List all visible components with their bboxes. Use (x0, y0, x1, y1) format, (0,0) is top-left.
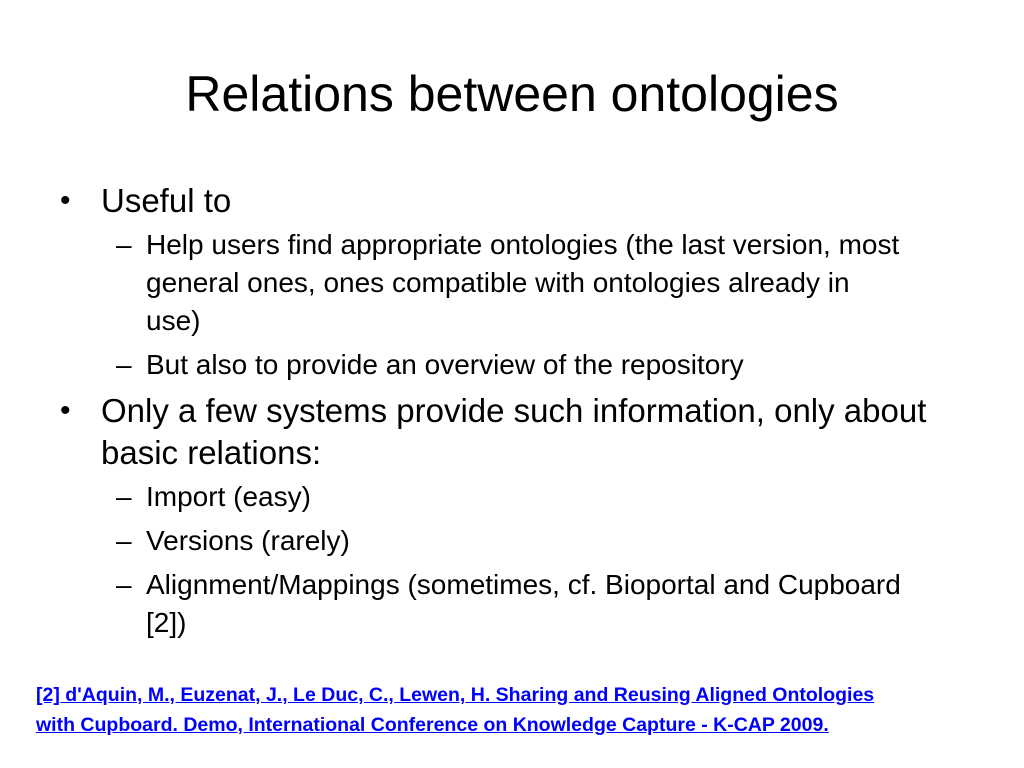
bullet-text: Useful to (101, 182, 232, 219)
sub-bullet-text: Versions (rarely) (146, 525, 350, 556)
sub-bullet-text: Alignment/Mappings (sometimes, cf. Bioportal and Cupboard [2]) (146, 569, 901, 638)
slide-title: Relations between ontologies (185, 66, 839, 122)
dash-icon: – (116, 481, 132, 512)
sub-bullet-text: But also to provide an overview of the repository (146, 349, 744, 380)
slide-content (60, 180, 940, 648)
reference-link[interactable] (36, 680, 996, 740)
dash-icon: – (116, 349, 132, 380)
dash-icon: – (116, 569, 132, 600)
bullet-icon: • (60, 184, 71, 217)
sub-bullet-item (116, 478, 940, 516)
reference-line-1: [2] d'Aquin, M., Euzenat, J., Le Duc, C., Lewen, H. Sharing and Reusing Aligned Ontologies (36, 684, 875, 706)
sub-bullet-item (116, 346, 940, 384)
reference-line-2: with Cupboard. Demo, International Conference on Knowledge Capture - K-CAP 2009. (36, 714, 829, 736)
sub-bullet-text: Help users find appropriate ontologies (the last version, most general ones, ones compatible with ontologies already in use) (146, 229, 900, 336)
sub-bullet-item (116, 226, 940, 340)
bullet-icon: • (60, 394, 71, 427)
dash-icon: – (116, 525, 132, 556)
bullet-text: Only a few systems provide such information, only about basic relations: (101, 392, 927, 471)
dash-icon: – (116, 229, 132, 260)
bullet-item (60, 390, 940, 474)
bullet-item (60, 180, 940, 222)
sub-bullet-item (116, 566, 940, 642)
sub-bullet-text: Import (easy) (146, 481, 311, 512)
sub-bullet-item (116, 522, 940, 560)
